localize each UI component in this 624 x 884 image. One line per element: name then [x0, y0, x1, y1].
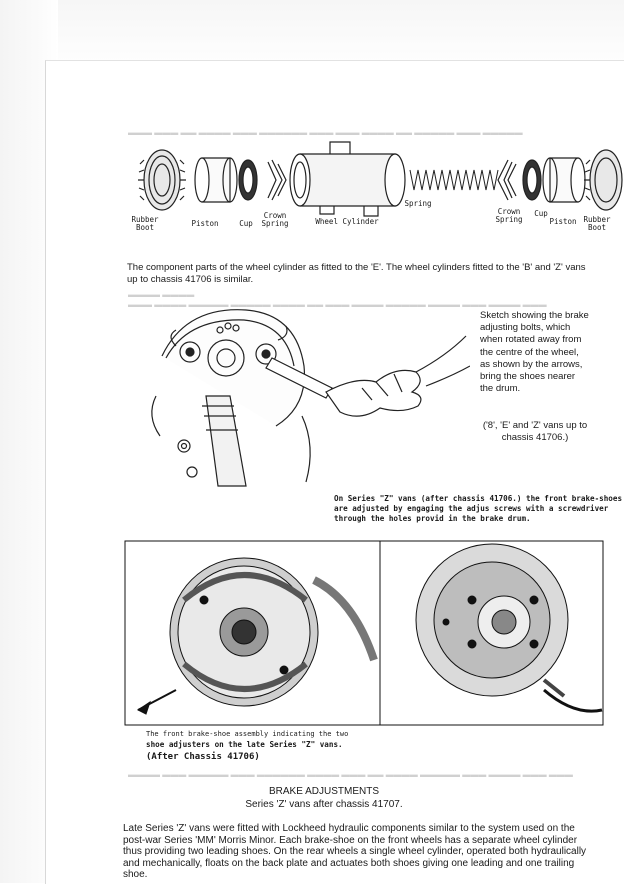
show-through-text: ▬▬▬▬ ▬▬▬▬ [128, 290, 195, 299]
show-through-text: ▬▬▬ ▬▬▬ ▬▬ ▬▬▬▬ ▬▬▬ ▬▬▬▬▬▬ ▬▬▬ ▬▬▬ ▬▬▬▬ ▬▬ ▬▬▬▬▬ ▬▬▬ ▬▬▬▬▬ [128, 128, 523, 137]
show-through-text: ▬▬▬▬ ▬▬▬ ▬▬▬▬▬ ▬▬▬ ▬▬▬▬▬▬ ▬▬▬▬ ▬▬▬ ▬▬ ▬▬▬▬ ▬▬▬▬▬ ▬▬▬ ▬▬▬▬ ▬▬▬ ▬▬▬ [128, 770, 573, 779]
label-piston-left: Piston [191, 219, 219, 228]
figure3-caption-chassis: (After Chassis 41706) [146, 752, 260, 762]
rubber-boot-right-drawing [584, 150, 622, 210]
piston-left-drawing [195, 158, 237, 202]
section-paragraph: Late Series 'Z' vans were fitted with Lockheed hydraulic components similar to the system used on the post-war Series 'MM' Morris Minor. Each brake-shoe on the front wheels has a separate wheel cylinder thus providing two leading shoes. On the rear wheels a single wheel cylinder, operated both hydraulically and mechanically, floats on the back plate and actuates both shoes giving one leading and one trailing shoe. [123, 823, 587, 880]
piston-right-drawing [543, 158, 585, 202]
label-rubber-boot-right: Rubber Boot [583, 215, 611, 232]
label-crown-spring-right: Crown Spring [495, 207, 523, 224]
label-wheel-cylinder: Wheel Cylinder [315, 217, 379, 226]
crown-spring-left-drawing [268, 160, 286, 200]
label-piston-right: Piston [549, 217, 577, 226]
crown-spring-right-drawing [498, 160, 516, 200]
label-cup-right: Cup [534, 209, 548, 218]
figure1-caption: The component parts of the wheel cylinder as fitted to the 'E'. The wheel cylinders fitted to the 'B' and 'Z' vans up to chassis 41706 is similar. [127, 262, 586, 285]
section-heading: BRAKE ADJUSTMENTS [268, 786, 380, 797]
brake-shoe-assembly-photos [124, 540, 604, 726]
label-spring: Spring [404, 199, 432, 208]
figure3-caption-handwritten: shoe adjusters on the late Series "Z" vans. [146, 740, 343, 749]
section-subheading: Series 'Z' vans after chassis 41707. [245, 799, 403, 810]
figure2-note: Sketch showing the brake adjusting bolts, which when rotated away from the centre of the wheel, as shown by the arrows, bring the shoes nearer the drum. [480, 310, 589, 395]
figure2-note-vans: ('8', 'E' and 'Z' vans up to chassis 41706.) [482, 420, 588, 444]
figure3-caption-printed: The front brake-shoe assembly indicating the two [146, 730, 349, 738]
wheel-cylinder-body-drawing [290, 142, 405, 216]
cup-right-drawing [523, 160, 541, 200]
spring-drawing [410, 170, 498, 190]
brake-adjusting-bolts-sketch [126, 296, 470, 490]
rubber-boot-left-drawing [138, 150, 186, 210]
show-through-text: ▬▬▬ ▬▬▬▬ ▬▬▬▬▬ ▬▬▬▬▬ ▬▬▬▬ ▬▬ ▬▬▬ ▬▬▬▬ ▬▬▬▬▬ ▬▬▬▬ ▬▬▬ ▬▬▬▬ ▬▬▬ [128, 300, 547, 309]
label-crown-spring-left: Crown Spring [261, 211, 289, 228]
cup-left-drawing [239, 160, 257, 200]
label-cup-left: Cup [239, 219, 253, 228]
handwritten-adjustment-note: On Series "Z" vans (after chassis 41706.) the front brake-shoes are adjusted by engaging the adjus screws with a screwdriver through the holes provid in the brake drum. [334, 494, 623, 523]
label-rubber-boot-left: Rubber Boot [131, 215, 159, 232]
